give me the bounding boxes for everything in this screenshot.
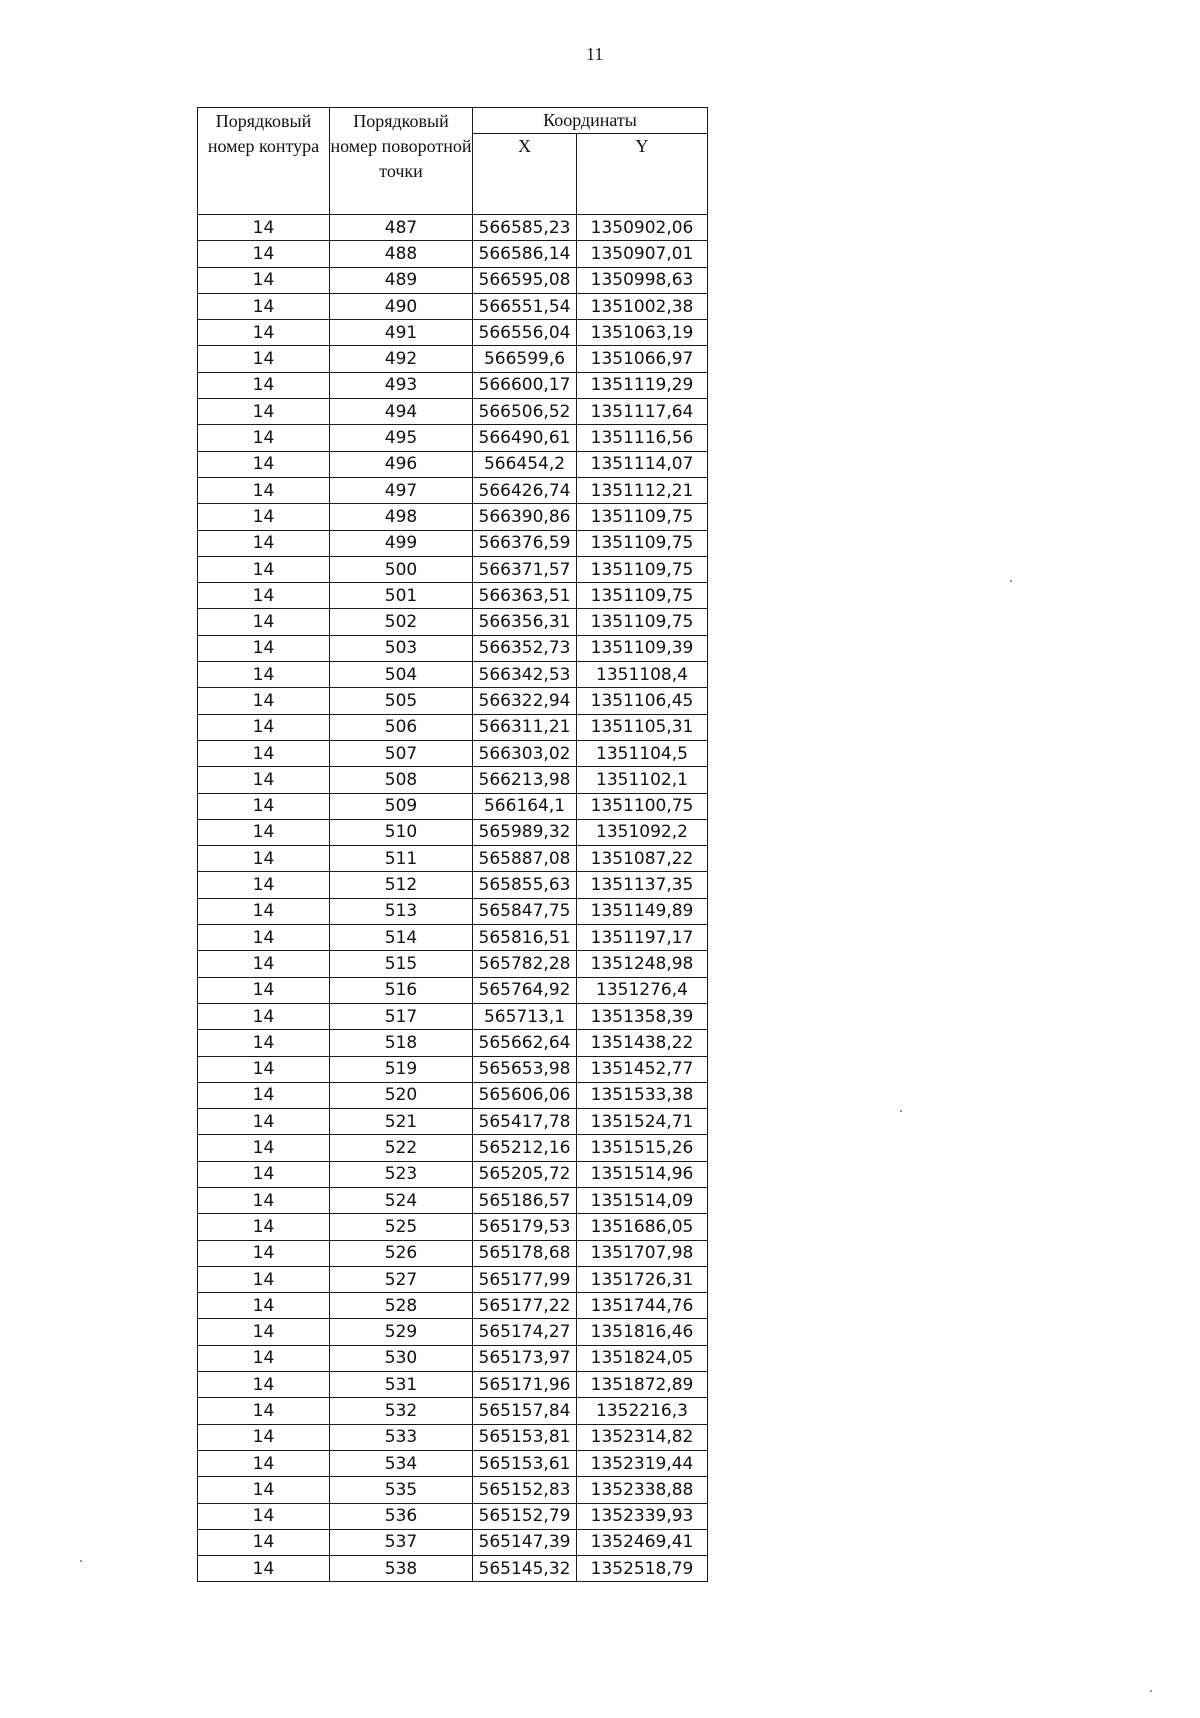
table-row [198,872,708,898]
table-row [198,714,708,740]
table-row [198,1424,708,1450]
cell-x: 565179,53 [473,1214,577,1240]
cell-contour-number: 14 [198,1556,330,1582]
cell-point-number: 510 [330,819,473,845]
cell-x: 566585,23 [473,215,577,241]
cell-contour-number: 14 [198,1240,330,1266]
cell-y: 1351358,39 [577,1003,708,1029]
cell-contour-number: 14 [198,346,330,372]
cell-contour-number: 14 [198,267,330,293]
cell-point-number: 514 [330,925,473,951]
page-number: 11 [586,44,604,64]
cell-x: 565173,97 [473,1345,577,1371]
cell-point-number: 508 [330,767,473,793]
cell-x: 566164,1 [473,793,577,819]
header-coordinates: Координаты [473,108,708,134]
cell-point-number: 489 [330,267,473,293]
cell-x: 566376,59 [473,530,577,556]
cell-x: 565153,61 [473,1450,577,1476]
cell-x: 566352,73 [473,635,577,661]
table-row [198,767,708,793]
cell-point-number: 520 [330,1082,473,1108]
cell-point-number: 497 [330,477,473,503]
cell-contour-number: 14 [198,504,330,530]
cell-y: 1351726,31 [577,1266,708,1292]
cell-y: 1350998,63 [577,267,708,293]
cell-y: 1351109,75 [577,530,708,556]
cell-x: 565417,78 [473,1109,577,1135]
cell-point-number: 500 [330,556,473,582]
table-row [198,1529,708,1555]
cell-x: 566490,61 [473,425,577,451]
cell-contour-number: 14 [198,1003,330,1029]
cell-point-number: 516 [330,977,473,1003]
cell-x: 566371,57 [473,556,577,582]
cell-y: 1351276,4 [577,977,708,1003]
cell-contour-number: 14 [198,215,330,241]
header-x: X [473,134,577,215]
cell-point-number: 492 [330,346,473,372]
cell-x: 566454,2 [473,451,577,477]
table-row [198,1030,708,1056]
cell-point-number: 507 [330,740,473,766]
cell-y: 1351117,64 [577,399,708,425]
cell-y: 1351109,75 [577,609,708,635]
cell-contour-number: 14 [198,688,330,714]
cell-y: 1350902,06 [577,215,708,241]
cell-y: 1351197,17 [577,925,708,951]
cell-x: 566426,74 [473,477,577,503]
cell-contour-number: 14 [198,1109,330,1135]
table-row [198,925,708,951]
cell-contour-number: 14 [198,1214,330,1240]
cell-point-number: 501 [330,583,473,609]
cell-contour-number: 14 [198,293,330,319]
table-row [198,1477,708,1503]
cell-y: 1351104,5 [577,740,708,766]
table-row [198,477,708,503]
cell-x: 566600,17 [473,372,577,398]
cell-y: 1351524,71 [577,1109,708,1135]
cell-y: 1351137,35 [577,872,708,898]
cell-y: 1352314,82 [577,1424,708,1450]
cell-y: 1351092,2 [577,819,708,845]
table-row [198,635,708,661]
table-row [198,1450,708,1476]
cell-contour-number: 14 [198,740,330,766]
cell-x: 566303,02 [473,740,577,766]
cell-y: 1352338,88 [577,1477,708,1503]
cell-x: 565152,79 [473,1503,577,1529]
cell-x: 566390,86 [473,504,577,530]
table-row [198,346,708,372]
cell-contour-number: 14 [198,872,330,898]
cell-point-number: 527 [330,1266,473,1292]
cell-contour-number: 14 [198,1030,330,1056]
cell-point-number: 496 [330,451,473,477]
cell-y: 1351100,75 [577,793,708,819]
cell-contour-number: 14 [198,477,330,503]
cell-contour-number: 14 [198,925,330,951]
cell-y: 1352339,93 [577,1503,708,1529]
cell-y: 1351514,96 [577,1161,708,1187]
cell-x: 565153,81 [473,1424,577,1450]
scan-speck [900,1110,902,1112]
cell-contour-number: 14 [198,1293,330,1319]
table-row [198,451,708,477]
cell-contour-number: 14 [198,846,330,872]
cell-contour-number: 14 [198,1424,330,1450]
cell-x: 565816,51 [473,925,577,951]
table-row [198,1135,708,1161]
cell-point-number: 509 [330,793,473,819]
cell-contour-number: 14 [198,399,330,425]
cell-contour-number: 14 [198,977,330,1003]
cell-x: 566595,08 [473,267,577,293]
table-row [198,530,708,556]
cell-contour-number: 14 [198,1319,330,1345]
cell-contour-number: 14 [198,609,330,635]
cell-y: 1351105,31 [577,714,708,740]
cell-y: 1351108,4 [577,662,708,688]
cell-x: 566322,94 [473,688,577,714]
cell-contour-number: 14 [198,425,330,451]
table-row [198,1372,708,1398]
cell-contour-number: 14 [198,898,330,924]
table-row [198,1556,708,1582]
cell-x: 565178,68 [473,1240,577,1266]
cell-contour-number: 14 [198,1345,330,1371]
table-row [198,372,708,398]
table-row [198,609,708,635]
cell-x: 565782,28 [473,951,577,977]
cell-point-number: 529 [330,1319,473,1345]
cell-y: 1351116,56 [577,425,708,451]
header-y: Y [577,134,708,215]
table-row [198,1293,708,1319]
cell-point-number: 533 [330,1424,473,1450]
table-row [198,504,708,530]
table-row [198,662,708,688]
table-row [198,399,708,425]
cell-point-number: 491 [330,320,473,346]
table-row [198,1187,708,1213]
cell-y: 1351824,05 [577,1345,708,1371]
cell-point-number: 502 [330,609,473,635]
cell-point-number: 535 [330,1477,473,1503]
cell-contour-number: 14 [198,662,330,688]
cell-x: 566213,98 [473,767,577,793]
cell-point-number: 511 [330,846,473,872]
cell-x: 566363,51 [473,583,577,609]
cell-y: 1350907,01 [577,241,708,267]
cell-point-number: 531 [330,1372,473,1398]
cell-contour-number: 14 [198,819,330,845]
cell-y: 1351515,26 [577,1135,708,1161]
table-row [198,267,708,293]
cell-y: 1351248,98 [577,951,708,977]
cell-contour-number: 14 [198,1056,330,1082]
cell-x: 566311,21 [473,714,577,740]
cell-y: 1351109,39 [577,635,708,661]
table-row [198,740,708,766]
cell-contour-number: 14 [198,635,330,661]
cell-y: 1352216,3 [577,1398,708,1424]
table-body [198,215,708,1582]
table-row [198,293,708,319]
cell-point-number: 522 [330,1135,473,1161]
table-row [198,1056,708,1082]
cell-y: 1351066,97 [577,346,708,372]
cell-point-number: 488 [330,241,473,267]
cell-y: 1351872,89 [577,1372,708,1398]
cell-x: 566599,6 [473,346,577,372]
cell-y: 1351063,19 [577,320,708,346]
cell-point-number: 532 [330,1398,473,1424]
cell-contour-number: 14 [198,556,330,582]
cell-contour-number: 14 [198,320,330,346]
table-row [198,1109,708,1135]
table-row [198,425,708,451]
cell-y: 1351109,75 [577,556,708,582]
cell-x: 565174,27 [473,1319,577,1345]
table-row [198,1082,708,1108]
cell-point-number: 498 [330,504,473,530]
cell-y: 1351109,75 [577,504,708,530]
cell-point-number: 503 [330,635,473,661]
cell-y: 1351452,77 [577,1056,708,1082]
cell-x: 565157,84 [473,1398,577,1424]
cell-contour-number: 14 [198,767,330,793]
cell-contour-number: 14 [198,1135,330,1161]
cell-y: 1351744,76 [577,1293,708,1319]
table-row [198,1319,708,1345]
cell-x: 565171,96 [473,1372,577,1398]
cell-point-number: 487 [330,215,473,241]
cell-contour-number: 14 [198,241,330,267]
cell-y: 1351112,21 [577,477,708,503]
cell-y: 1351707,98 [577,1240,708,1266]
cell-x: 565847,75 [473,898,577,924]
table-row [198,819,708,845]
cell-point-number: 534 [330,1450,473,1476]
cell-y: 1352469,41 [577,1529,708,1555]
cell-point-number: 495 [330,425,473,451]
cell-y: 1351816,46 [577,1319,708,1345]
cell-y: 1351102,1 [577,767,708,793]
cell-point-number: 512 [330,872,473,898]
cell-y: 1351686,05 [577,1214,708,1240]
cell-y: 1351119,29 [577,372,708,398]
table-row [198,1398,708,1424]
cell-point-number: 521 [330,1109,473,1135]
cell-contour-number: 14 [198,951,330,977]
cell-x: 565989,32 [473,819,577,845]
cell-contour-number: 14 [198,1503,330,1529]
cell-x: 565662,64 [473,1030,577,1056]
cell-contour-number: 14 [198,1450,330,1476]
cell-contour-number: 14 [198,1266,330,1292]
cell-x: 565855,63 [473,872,577,898]
cell-point-number: 504 [330,662,473,688]
table-header [198,108,708,215]
cell-x: 566506,52 [473,399,577,425]
table-row [198,898,708,924]
scan-speck [1010,580,1012,582]
cell-point-number: 526 [330,1240,473,1266]
cell-x: 566586,14 [473,241,577,267]
table-row [198,1240,708,1266]
table-row [198,320,708,346]
cell-y: 1351106,45 [577,688,708,714]
cell-x: 565653,98 [473,1056,577,1082]
header-row-1 [198,108,708,134]
cell-x: 565606,06 [473,1082,577,1108]
cell-x: 565152,83 [473,1477,577,1503]
cell-point-number: 537 [330,1529,473,1555]
cell-y: 1352518,79 [577,1556,708,1582]
cell-contour-number: 14 [198,451,330,477]
table-row [198,688,708,714]
cell-x: 565147,39 [473,1529,577,1555]
cell-x: 565177,99 [473,1266,577,1292]
table-row [198,977,708,1003]
cell-y: 1351438,22 [577,1030,708,1056]
cell-point-number: 513 [330,898,473,924]
table-row [198,1214,708,1240]
scan-speck [80,1560,82,1562]
table-row [198,241,708,267]
cell-point-number: 505 [330,688,473,714]
cell-y: 1351087,22 [577,846,708,872]
cell-y: 1351149,89 [577,898,708,924]
cell-x: 565186,57 [473,1187,577,1213]
table-row [198,846,708,872]
cell-x: 565887,08 [473,846,577,872]
cell-contour-number: 14 [198,1529,330,1555]
header-contour-number: Порядковый номер контура [198,108,330,215]
cell-contour-number: 14 [198,1477,330,1503]
cell-contour-number: 14 [198,714,330,740]
cell-point-number: 506 [330,714,473,740]
cell-point-number: 538 [330,1556,473,1582]
cell-x: 566551,54 [473,293,577,319]
cell-x: 565764,92 [473,977,577,1003]
cell-x: 566356,31 [473,609,577,635]
cell-contour-number: 14 [198,583,330,609]
cell-x: 566342,53 [473,662,577,688]
cell-point-number: 499 [330,530,473,556]
cell-x: 565713,1 [473,1003,577,1029]
cell-contour-number: 14 [198,530,330,556]
cell-y: 1351514,09 [577,1187,708,1213]
cell-point-number: 523 [330,1161,473,1187]
cell-point-number: 525 [330,1214,473,1240]
cell-contour-number: 14 [198,1161,330,1187]
cell-point-number: 530 [330,1345,473,1371]
cell-x: 565205,72 [473,1161,577,1187]
table-row [198,1266,708,1292]
table-row [198,215,708,241]
table-row [198,951,708,977]
cell-point-number: 518 [330,1030,473,1056]
cell-x: 565212,16 [473,1135,577,1161]
cell-x: 566556,04 [473,320,577,346]
cell-contour-number: 14 [198,1372,330,1398]
cell-contour-number: 14 [198,372,330,398]
cell-contour-number: 14 [198,1398,330,1424]
cell-x: 565145,32 [473,1556,577,1582]
cell-contour-number: 14 [198,793,330,819]
scan-speck [1150,1690,1152,1692]
cell-y: 1351114,07 [577,451,708,477]
table-row [198,1003,708,1029]
header-point-number: Порядковый номер поворотной точки [330,108,473,215]
cell-point-number: 515 [330,951,473,977]
table-row [198,1503,708,1529]
table-row [198,1161,708,1187]
table-row [198,793,708,819]
cell-contour-number: 14 [198,1187,330,1213]
cell-point-number: 517 [330,1003,473,1029]
cell-y: 1351109,75 [577,583,708,609]
cell-y: 1352319,44 [577,1450,708,1476]
cell-point-number: 493 [330,372,473,398]
cell-point-number: 524 [330,1187,473,1213]
cell-point-number: 494 [330,399,473,425]
cell-point-number: 536 [330,1503,473,1529]
table-row [198,556,708,582]
cell-x: 565177,22 [473,1293,577,1319]
cell-point-number: 528 [330,1293,473,1319]
cell-point-number: 519 [330,1056,473,1082]
table-row [198,1345,708,1371]
cell-y: 1351533,38 [577,1082,708,1108]
cell-y: 1351002,38 [577,293,708,319]
cell-point-number: 490 [330,293,473,319]
cell-contour-number: 14 [198,1082,330,1108]
table-row [198,583,708,609]
coordinates-table [197,107,708,1582]
